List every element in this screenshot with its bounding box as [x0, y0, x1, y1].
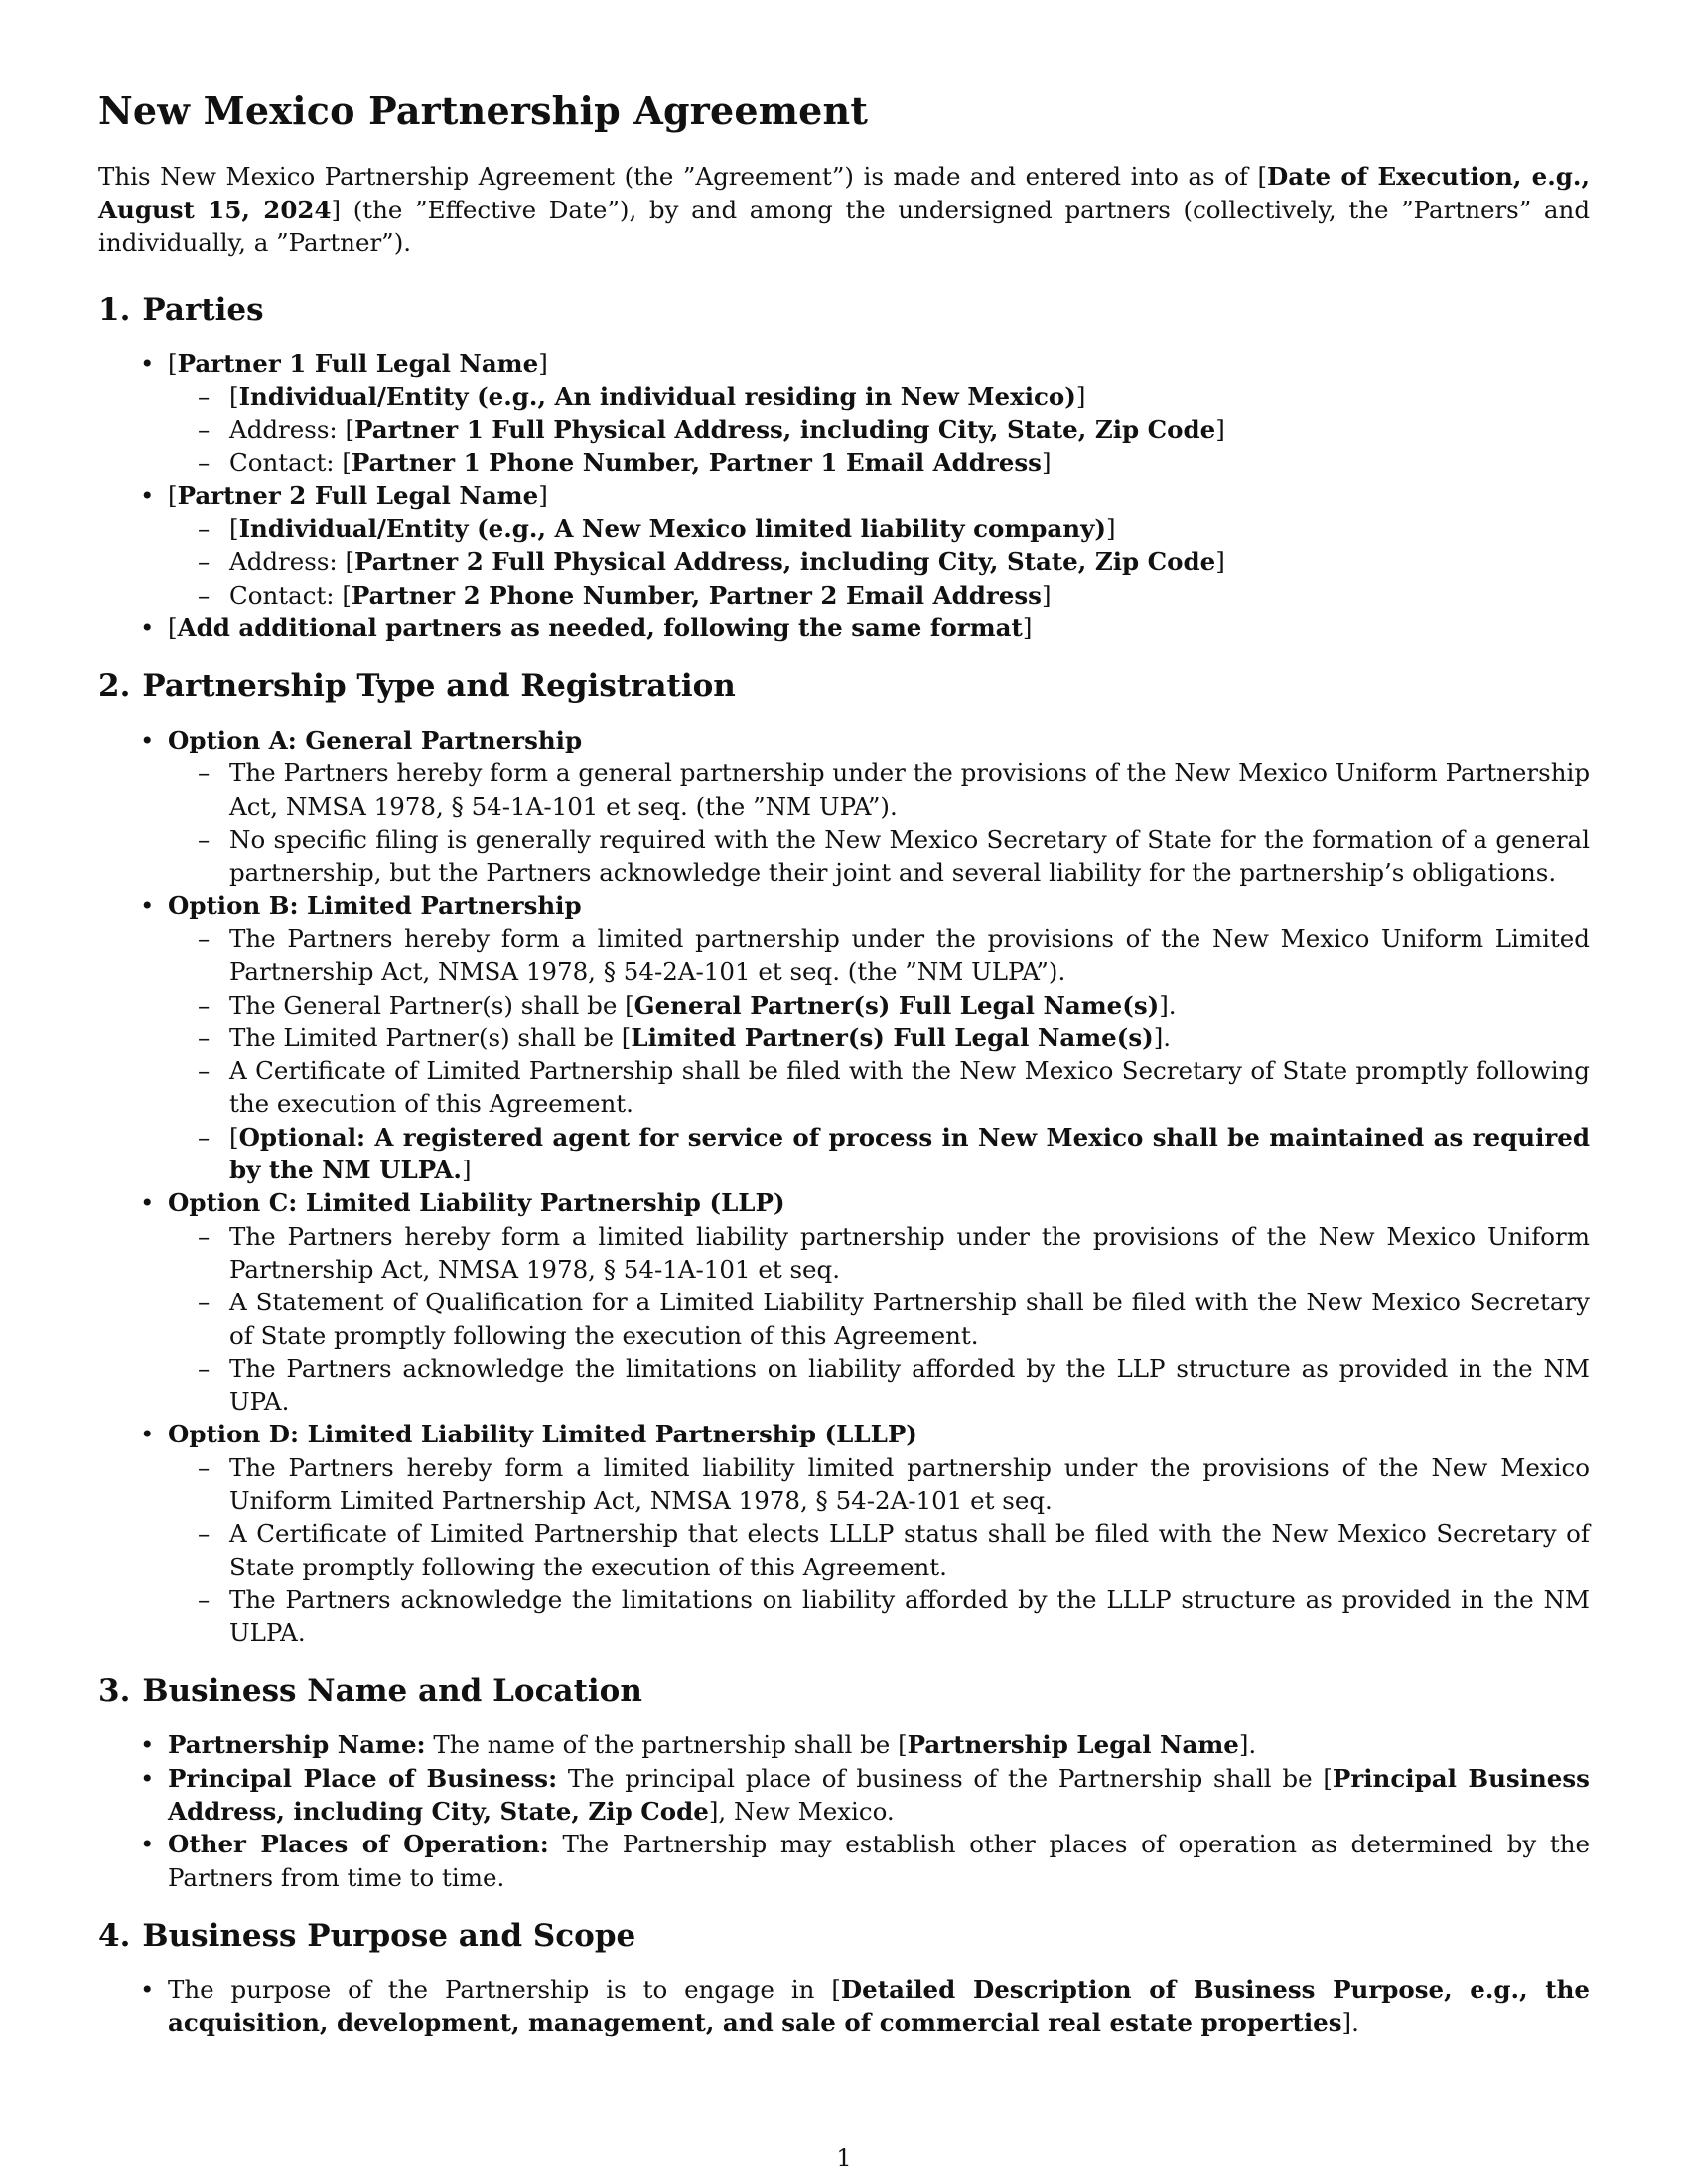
- list-item: – The Partners hereby form a general partnership under the provisions of the New Mexico Uniform Partnership Act, NMSA 1978, § 54-1A-101 et seq. (the ”NM UPA”).: [229, 756, 1590, 823]
- list-item: • Option C: Limited Liability Partnership (LLP) – The Partners hereby form a limited liability partnership under the provisions of the New Mexico Uniform Partnership Act, NMSA 1978, § 54-1A-101 et seq. – A Statement of Qualification for a Limited Liability Partnership shall be filed with the New Mexico Secretary of State promptly following the execution of this Agreement. – The Partners acknowledge the limitations on liability afforded by the LLP structure as provided in the NM UPA.: [168, 1186, 1590, 1418]
- list-item: – Contact: [Partner 1 Phone Number, Partner 1 Email Address]: [229, 446, 1590, 478]
- list-item: – Contact: [Partner 2 Phone Number, Partner 2 Email Address]: [229, 579, 1590, 612]
- list-item: – [Optional: A registered agent for service of process in New Mexico shall be maintained as required by the NM ULPA.]: [229, 1121, 1590, 1187]
- list-item: – A Certificate of Limited Partnership shall be filed with the New Mexico Secretary of State promptly following the execution of this Agreement.: [229, 1054, 1590, 1121]
- list-item: – The Partners hereby form a limited partnership under the provisions of the New Mexico Uniform Limited Partnership Act, NMSA 1978, § 54-2A-101 et seq. (the ”NM ULPA”).: [229, 922, 1590, 989]
- list-item: • Principal Place of Business: The principal place of business of the Partnership shall be [Principal Business Address, including City, State, Zip Code], New Mexico.: [168, 1762, 1590, 1829]
- list-item: • [Add additional partners as needed, following the same format]: [168, 612, 1590, 644]
- list-item: • Other Places of Operation: The Partnership may establish other places of operation as determined by the Partners from time to time.: [168, 1828, 1590, 1894]
- business-purpose-list: [98, 1974, 1590, 2040]
- list-item: – The Partners acknowledge the limitations on liability afforded by the LLP structure as provided in the NM UPA.: [229, 1352, 1590, 1419]
- list-item: – The Partners hereby form a limited liability limited partnership under the provisions of the New Mexico Uniform Limited Partnership Act, NMSA 1978, § 54-2A-101 et seq.: [229, 1451, 1590, 1518]
- section-heading-business-purpose: 4. Business Purpose and Scope: [98, 1917, 636, 1954]
- list-item: • Option A: General Partnership – The Partners hereby form a general partnership under the provisions of the New Mexico Uniform Partnership Act, NMSA 1978, § 54-1A-101 et seq. (the ”NM UPA”). – No specific filing is generally required with the New Mexico Secretary of State for the formation of a general partnership, but the Partners acknowledge their joint and several liability for the partnership’s obligations.: [168, 724, 1590, 888]
- list-item: – No specific filing is generally required with the New Mexico Secretary of State for the formation of a general partnership, but the Partners acknowledge their joint and several liability for the partnership’s obligations.: [229, 823, 1590, 889]
- partnership-options-list: [98, 724, 1590, 1649]
- section-heading-parties: 1. Parties: [98, 291, 264, 328]
- list-item: • Option B: Limited Partnership – The Partners hereby form a limited partnership under the provisions of the New Mexico Uniform Limited Partnership Act, NMSA 1978, § 54-2A-101 et seq. (the ”NM ULPA”). – The General Partner(s) shall be [General Partner(s) Full Legal Name(s)]. – The Limited Partner(s) shall be [Limited Partner(s) Full Legal Name(s)]. – A Certificate of Limited Partnership shall be filed with the New Mexico Secretary of State promptly following the execution of this Agreement. – [Optional: A registered agent for service of process in New Mexico shall be maintained as required by the NM ULPA.]: [168, 889, 1590, 1187]
- business-name-list: [98, 1728, 1590, 1893]
- parties-list: [98, 347, 1590, 645]
- list-item: • [Partner 1 Full Legal Name] – [Individual/Entity (e.g., An individual residing in New Mexico)] – Address: [Partner 1 Full Physical Address, including City, State, Zip Code] – Contact: [Partner 1 Phone Number, Partner 1 Email Address]: [168, 347, 1590, 479]
- list-item: • Partnership Name: The name of the partnership shall be [Partnership Legal Name].: [168, 1728, 1590, 1761]
- list-item: • The purpose of the Partnership is to engage in [Detailed Description of Business Purpose, e.g., the acquisition, development, management, and sale of commercial real estate properties].: [168, 1974, 1590, 2040]
- intro-paragraph: This New Mexico Partnership Agreement (the ”Agreement”) is made and entered into as of [Date of Execution, e.g., August 15, 2024] (the ”Effective Date”), by and among the undersigned partners (collectively, the ”Partners” and individually, a ”Partner”).: [98, 162, 1591, 257]
- list-item: • [Partner 2 Full Legal Name] – [Individual/Entity (e.g., A New Mexico limited liability company)] – Address: [Partner 2 Full Physical Address, including City, State, Zip Code] – Contact: [Partner 2 Phone Number, Partner 2 Email Address]: [168, 479, 1590, 612]
- list-item: – Address: [Partner 2 Full Physical Address, including City, State, Zip Code]: [229, 545, 1590, 578]
- list-item: – The Partners acknowledge the limitations on liability afforded by the LLLP structure as provided in the NM ULPA.: [229, 1583, 1590, 1650]
- list-item: – The Limited Partner(s) shall be [Limited Partner(s) Full Legal Name(s)].: [229, 1022, 1590, 1054]
- list-item: – The General Partner(s) shall be [General Partner(s) Full Legal Name(s)].: [229, 989, 1590, 1022]
- list-item: – [Individual/Entity (e.g., An individual residing in New Mexico)]: [229, 380, 1590, 413]
- list-item: – [Individual/Entity (e.g., A New Mexico limited liability company)]: [229, 512, 1590, 545]
- section-heading-business-name: 3. Business Name and Location: [98, 1673, 642, 1709]
- list-item: – Address: [Partner 1 Full Physical Address, including City, State, Zip Code]: [229, 413, 1590, 446]
- list-item: – The Partners hereby form a limited liability partnership under the provisions of the New Mexico Uniform Partnership Act, NMSA 1978, § 54-1A-101 et seq.: [229, 1220, 1590, 1287]
- list-item: • Option D: Limited Liability Limited Partnership (LLLP) – The Partners hereby form a limited liability limited partnership under the provisions of the New Mexico Uniform Limited Partnership Act, NMSA 1978, § 54-2A-101 et seq. – A Certificate of Limited Partnership that elects LLLP status shall be filed with the New Mexico Secretary of State promptly following the execution of this Agreement. – The Partners acknowledge the limitations on liability afforded by the LLLP structure as provided in the NM ULPA.: [168, 1418, 1590, 1649]
- section-heading-partnership-type: 2. Partnership Type and Registration: [98, 668, 736, 705]
- document-title: New Mexico Partnership Agreement: [98, 88, 869, 133]
- page-number: 1: [836, 2144, 852, 2172]
- list-item: – A Certificate of Limited Partnership that elects LLLP status shall be filed with the New Mexico Secretary of State promptly following the execution of this Agreement.: [229, 1517, 1590, 1583]
- list-item: – A Statement of Qualification for a Limited Liability Partnership shall be filed with the New Mexico Secretary of State promptly following the execution of this Agreement.: [229, 1286, 1590, 1352]
